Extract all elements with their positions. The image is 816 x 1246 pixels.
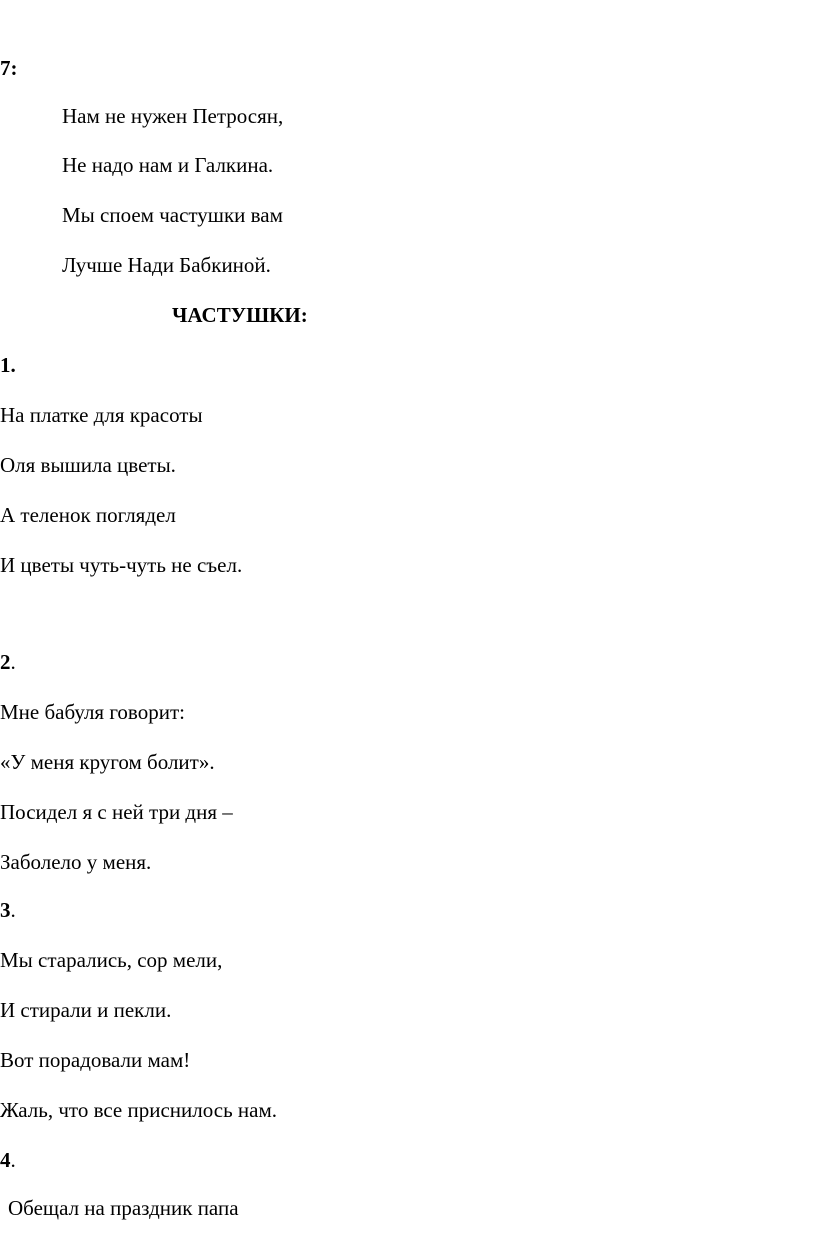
verse-line: Мне бабуля говорит:	[0, 700, 185, 724]
verse-number: 4	[0, 1148, 11, 1172]
intro-line: Лучше Нади Бабкиной.	[62, 253, 271, 277]
verse-number-row	[0, 1150, 16, 1171]
verse-number: 2	[0, 650, 11, 674]
section-heading: ЧАСТУШКИ:	[172, 303, 308, 327]
verse-line: На платке для красоты	[0, 403, 203, 427]
verse-line: А теленок поглядел	[0, 503, 176, 527]
verse-line: Жаль, что все приснилось нам.	[0, 1098, 278, 1122]
verse-line: Оля вышила цветы.	[0, 453, 176, 477]
intro-line: Не надо нам и Галкина.	[62, 153, 274, 177]
verse-number-7: 7:	[0, 56, 18, 80]
verse-line: Обещал на праздник папа	[8, 1196, 239, 1220]
verse-number: 3	[0, 898, 11, 922]
verse-line: Мы старались, сор мели,	[0, 948, 223, 972]
verse-line: И цветы чуть-чуть не съел.	[0, 553, 243, 577]
verse-line: Посидел я с ней три дня –	[0, 800, 233, 824]
verse-line: «У меня кругом болит».	[0, 750, 215, 774]
verse-number-suffix: .	[10, 1148, 16, 1172]
verse-number-suffix: .	[10, 898, 16, 922]
verse-number: 1.	[0, 353, 16, 377]
verse-line: Вот порадовали мам!	[0, 1048, 191, 1072]
verse-line: Заболело у меня.	[0, 850, 152, 874]
intro-line: Мы споем частушки вам	[62, 203, 283, 227]
verse-line: И стирали и пекли.	[0, 998, 172, 1022]
verse-number-row	[0, 652, 16, 673]
verse-number-suffix: .	[10, 650, 16, 674]
intro-line: Нам не нужен Петросян,	[62, 104, 284, 128]
verse-number-row	[0, 900, 16, 921]
